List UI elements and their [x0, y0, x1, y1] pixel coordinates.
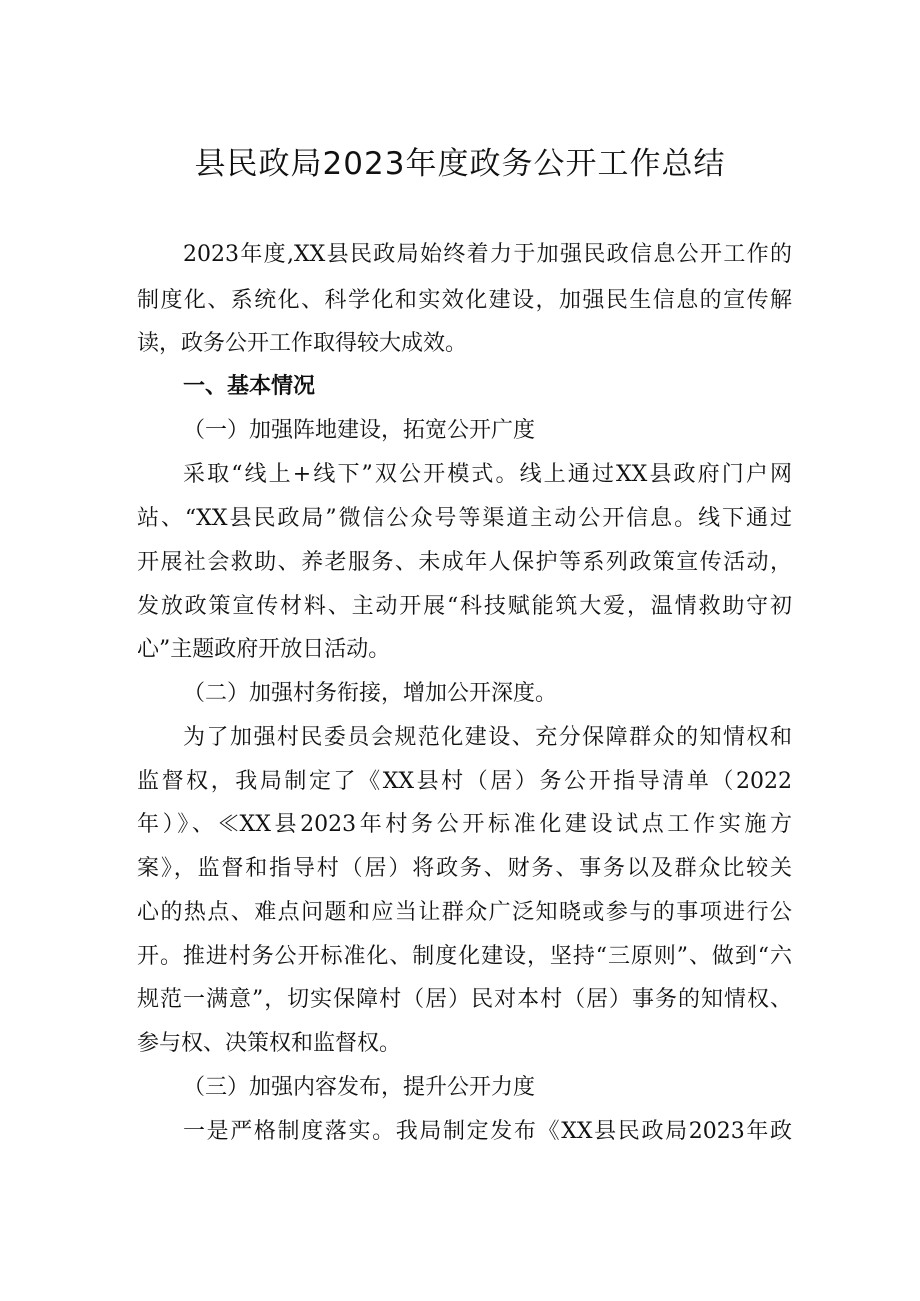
paragraph-line: 监督权，我局制定了《XX县村（居）务公开指导清单（2022	[137, 769, 792, 794]
subsection-heading: （一）加强阵地建设，拓宽公开广度	[183, 418, 536, 443]
paragraph-line: 年）》、≪XX县2023年村务公开标准化建设试点工作实施方	[137, 812, 792, 837]
paragraph-line: 站、“XX县民政局”微信公众号等渠道主动公开信息。线下通过	[137, 506, 792, 531]
subsection-heading: （三）加强内容发布，提升公开力度	[183, 1075, 536, 1100]
paragraph-line: 参与权、决策权和监督权。	[137, 1031, 402, 1056]
paragraph-line: 一是严格制度落实。我局制定发布《XX县民政局2023年政	[183, 1119, 792, 1144]
paragraph-line: 规范一满意”，切实保障村（居）民对本村（居）事务的知情权、	[137, 987, 792, 1012]
paragraph-line: 读，政务公开工作取得较大成效。	[137, 331, 468, 356]
paragraph-line: 为了加强村民委员会规范化建设、充分保障群众的知情权和	[183, 725, 792, 750]
paragraph-line: 制度化、系统化、科学化和实效化建设，加强民生信息的宣传解	[137, 288, 792, 313]
paragraph-line: 心”主题政府开放日活动。	[137, 637, 391, 662]
paragraph-line: 开。推进村务公开标准化、制度化建设，坚持“三原则”、做到“六	[137, 944, 792, 969]
subsection-heading: （二）加强村务衔接，增加公开深度。	[183, 681, 558, 706]
page-title: 县民政局2023年度政务公开工作总结	[194, 146, 726, 182]
paragraph-line: 案》，监督和指导村（居）将政务、财务、事务以及群众比较关	[137, 856, 792, 881]
section-heading: 一、基本情况	[183, 374, 316, 399]
paragraph-line: 采取“线上+线下”双公开模式。线上通过XX县政府门户网	[183, 462, 792, 487]
paragraph-line: 2023年度,XX县民政局始终着力于加强民政信息公开工作的	[183, 242, 792, 267]
paragraph-line: 开展社会救助、养老服务、未成年人保护等系列政策宣传活动，	[137, 550, 792, 575]
paragraph-line: 发放政策宣传材料、主动开展“科技赋能筑大爱，温情救助守初	[137, 594, 792, 619]
paragraph-line: 心的热点、难点问题和应当让群众广泛知晓或参与的事项进行公	[137, 900, 792, 925]
